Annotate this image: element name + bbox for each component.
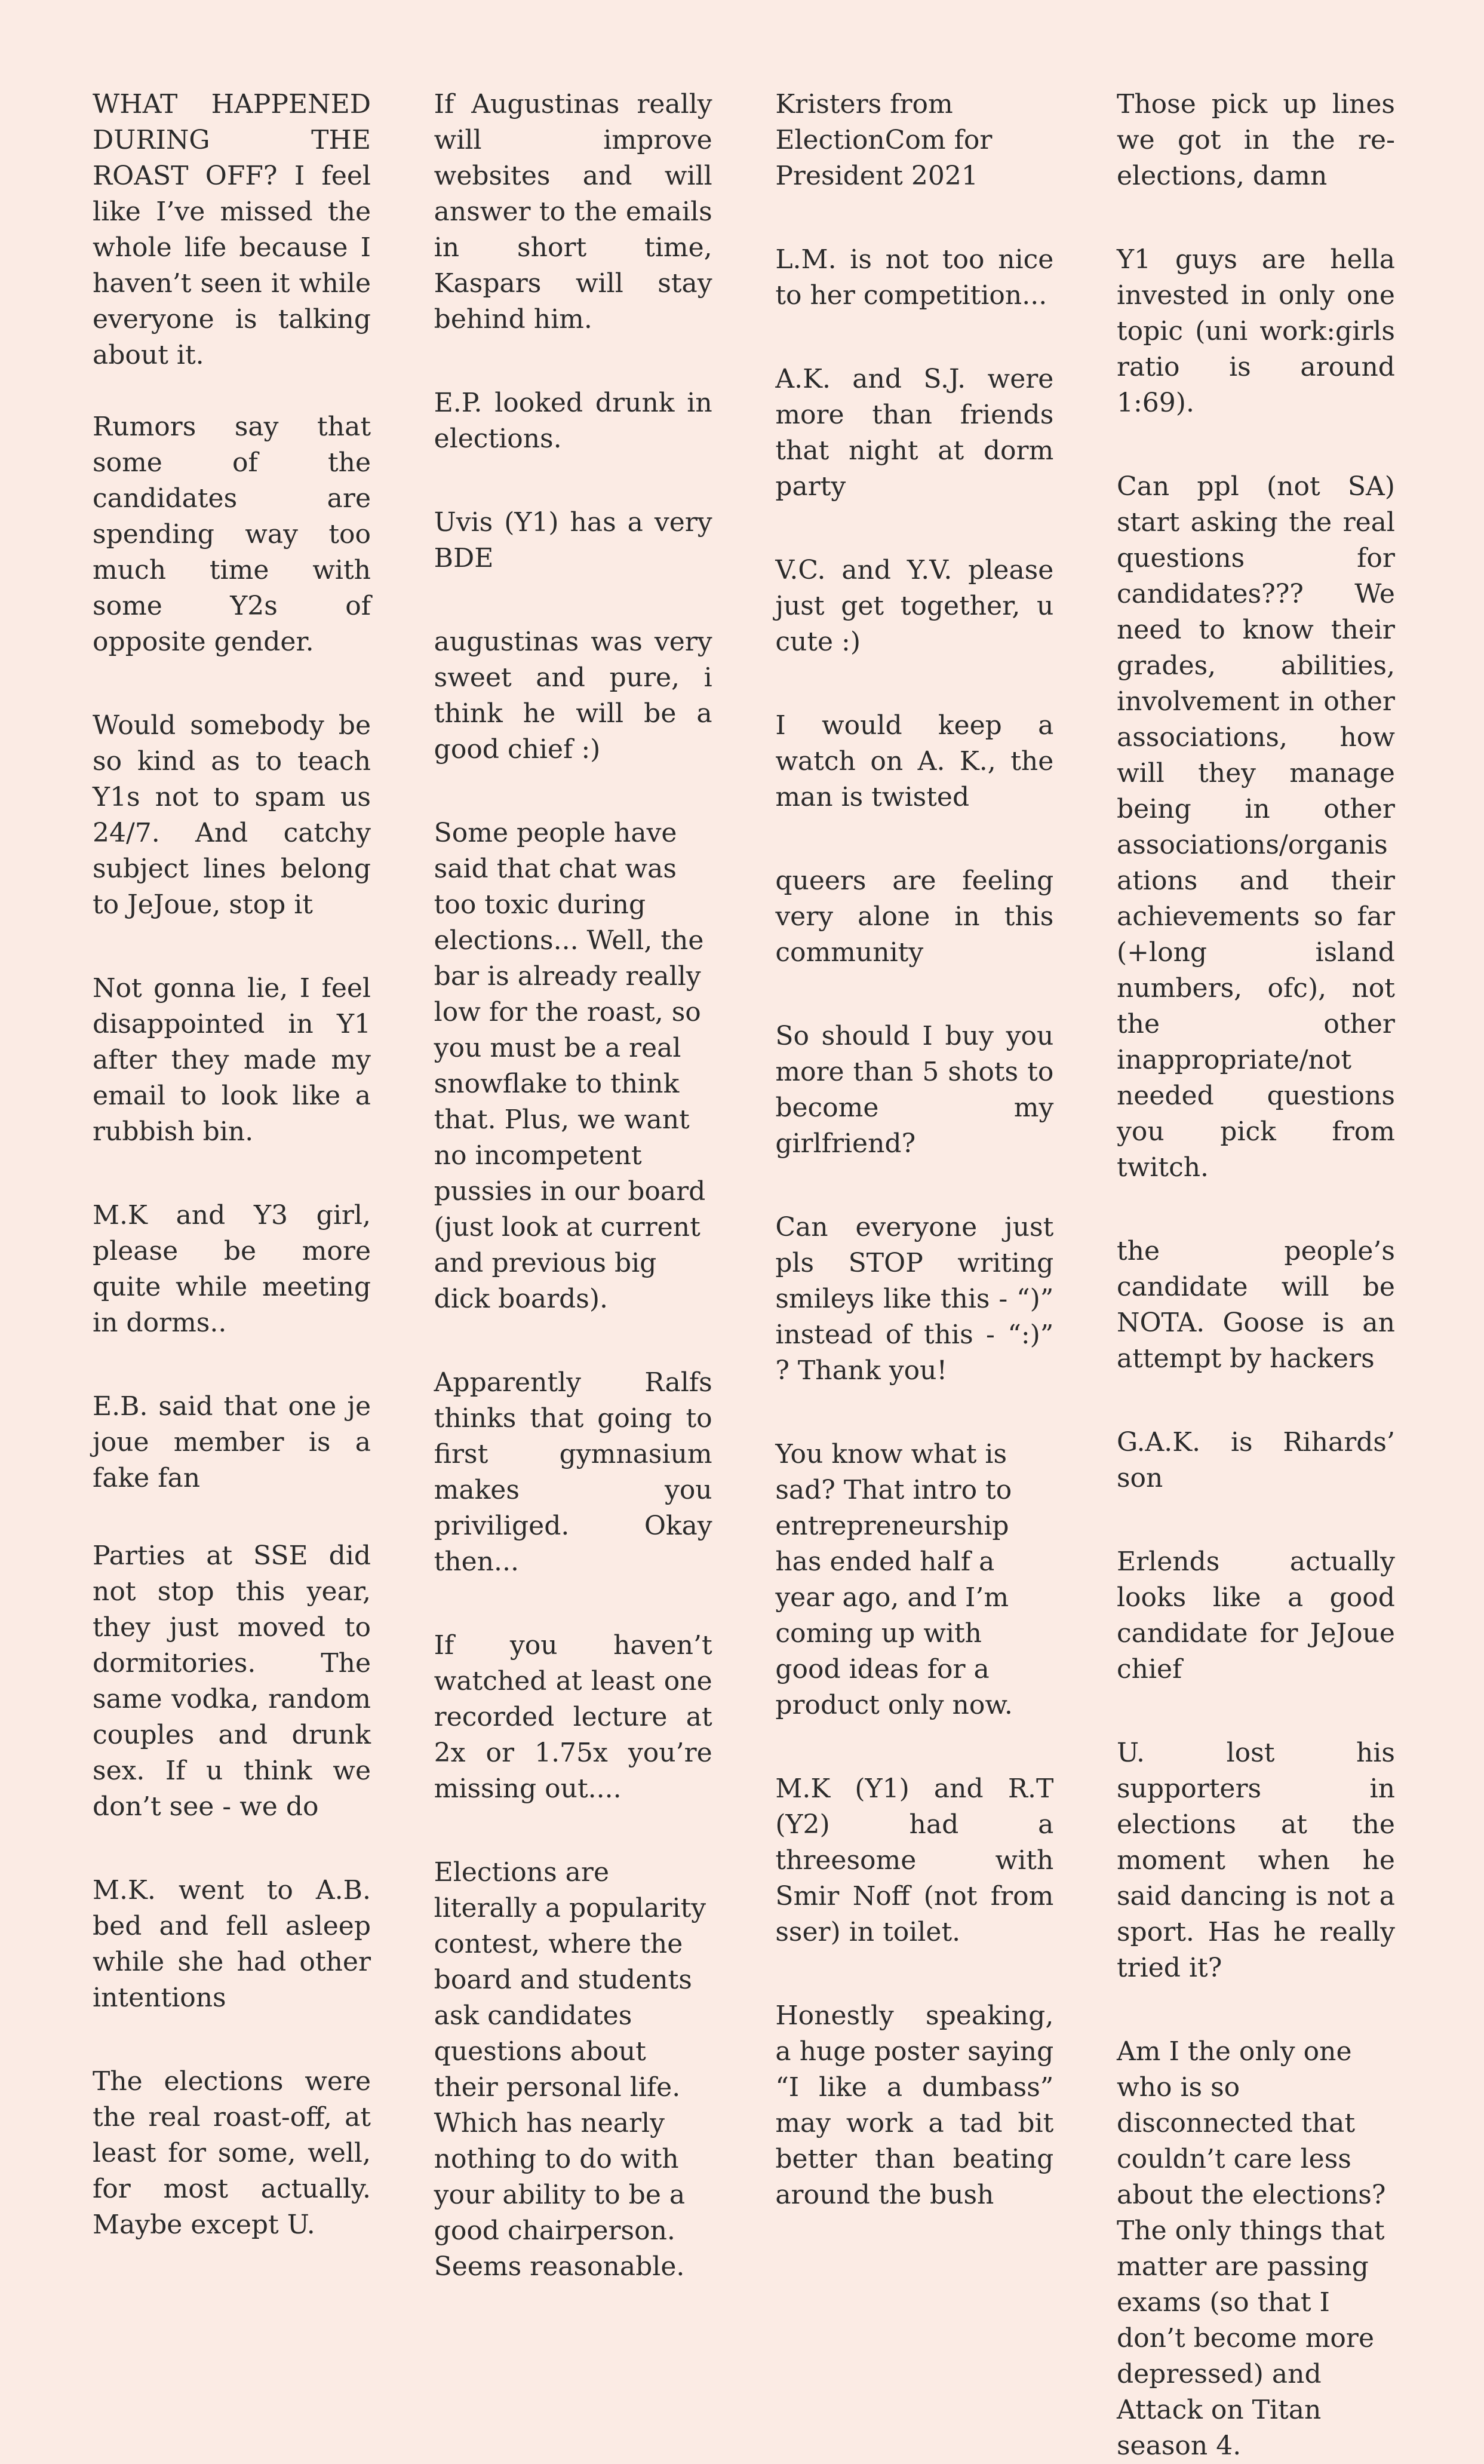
gossip-entry: the people’s candidate will be NOTA. Goose is an attempt by hackers [1116, 1236, 1395, 1374]
gossip-entry: L.M. is not too nice to her competition... [775, 244, 1054, 311]
gossip-entry: Elections are literally a popularity contest, where the board and students ask candidates questions about their personal life. Which has nearly nothing to do with your ability to be a good chairperson. Seems reasonable. [434, 1857, 706, 2282]
column-1 [93, 87, 371, 2240]
gossip-entry: Am I the only one who is so disconnected that couldn’t care less about the elections? The only things that matter are passing exams (so that I don’t become more depressed) and Attack on Titan season 4. [1116, 2036, 1386, 2461]
gossip-entry: The elections were the real roast-off, at least for some, well, for most actually. Maybe except U. [93, 2066, 371, 2240]
gossip-entry: Would somebody be so kind as to teach Y1s not to spam us 24/7. And catchy subject lines belong to JeJoue, stop it [93, 710, 371, 920]
gossip-entry: Rumors say that some of the candidates are spending way too much time with some Y2s of opposite gender. [93, 412, 371, 657]
gossip-entry: U. lost his supporters in elections at the moment when he said dancing is not a sport. Has he really tried it? [1116, 1738, 1395, 1983]
gossip-entry: If Augustinas really will improve websites and will answer to the emails in short time, Kaspars will stay behind him. [434, 89, 712, 335]
gossip-entry: Some people have said that chat was too toxic during elections... Well, the bar is already really low for the roast, so you must be a real snowflake to think that. Plus, we want no incompetent pussies in our board (just look at current and previous big dick boards). [434, 818, 706, 1314]
column-4 [1116, 87, 1395, 2461]
gossip-entry: M.K (Y1) and R.T (Y2) had a threesome with Smir Noff (not from sser) in toilet. [775, 1773, 1054, 1947]
gossip-entry: queers are feeling very alone in this community [775, 866, 1054, 968]
gossip-entry: E.P. looked drunk in elections. [434, 388, 712, 454]
gossip-entry: Y1 guys are hella invested in only one topic (uni work:girls ratio is around 1:69). [1116, 244, 1395, 418]
gossip-entry: Can everyone just pls STOP writing smileys like this - “)” instead of this - “:)” ? Thank you! [775, 1212, 1054, 1386]
gossip-entry: Erlends actually looks like a good candidate for JeJoue chief [1116, 1546, 1395, 1684]
gossip-entry: Honestly speaking, a huge poster saying “I like a dumbass” may work a tad bit better than beating around the bush [775, 2000, 1054, 2210]
gossip-entry: Can ppl (not SA) start asking the real questions for candidates??? We need to know their grades, abilities, involvement in other associations, how will they manage being in other associations/organisations and their achievements so far (+long island numbers, ofc), not the other inappropriate/not needed questions you pick from twitch. [1116, 471, 1395, 1183]
gossip-entry: A.K. and S.J. were more than friends that night at dorm party [775, 364, 1054, 502]
gossip-entry: Not gonna lie, I feel disappointed in Y1 after they made my email to look like a rubbish bin. [93, 973, 371, 1147]
gossip-page [93, 87, 1395, 2461]
gossip-entry: E.B. said that one je joue member is a fake fan [93, 1391, 371, 1493]
gossip-entry: Parties at SSE did not stop this year, they just moved to dormitories. The same vodka, random couples and drunk sex. If u think we don’t see - we do [93, 1541, 371, 1822]
gossip-entry: M.K and Y3 girl, please be more quite while meeting in dorms.. [93, 1200, 371, 1338]
gossip-entry: augustinas was very sweet and pure, i think he will be a good chief :) [434, 627, 712, 765]
gossip-entry: V.C. and Y.V. please just get together, u cute :) [775, 555, 1054, 657]
gossip-entry: Kristers from ElectionCom for President 2021 [775, 89, 993, 191]
gossip-entry: If you haven’t watched at least one recorded lecture at 2x or 1.75x you’re missing out.... [434, 1630, 712, 1804]
gossip-entry: WHAT HAPPENED DURING THE ROAST OFF? I feel like I’ve missed the whole life because I haven’t seen it while everyone is talking about it. [93, 89, 371, 370]
gossip-entry: G.A.K. is Rihards’ son [1116, 1427, 1395, 1493]
gossip-entry: So should I buy you more than 5 shots to become my girlfriend? [775, 1021, 1054, 1159]
column-3 [775, 87, 1054, 2210]
gossip-entry: Those pick up lines we got in the re-elections, damn [1116, 89, 1395, 191]
column-2 [434, 87, 712, 2282]
gossip-entry: I would keep a watch on A. K., the man is twisted [775, 710, 1054, 812]
gossip-entry: Apparently Ralfs thinks that going to first gymnasium makes you priviliged. Okay then... [434, 1367, 712, 1577]
gossip-entry: Uvis (Y1) has a very BDE [434, 507, 712, 573]
gossip-entry: M.K. went to A.B. bed and fell asleep while she had other intentions [93, 1875, 371, 2013]
gossip-entry: You know what is sad? That intro to entrepreneurship has ended half a year ago, and I’m coming up with good ideas for a product only now. [775, 1439, 1013, 1720]
